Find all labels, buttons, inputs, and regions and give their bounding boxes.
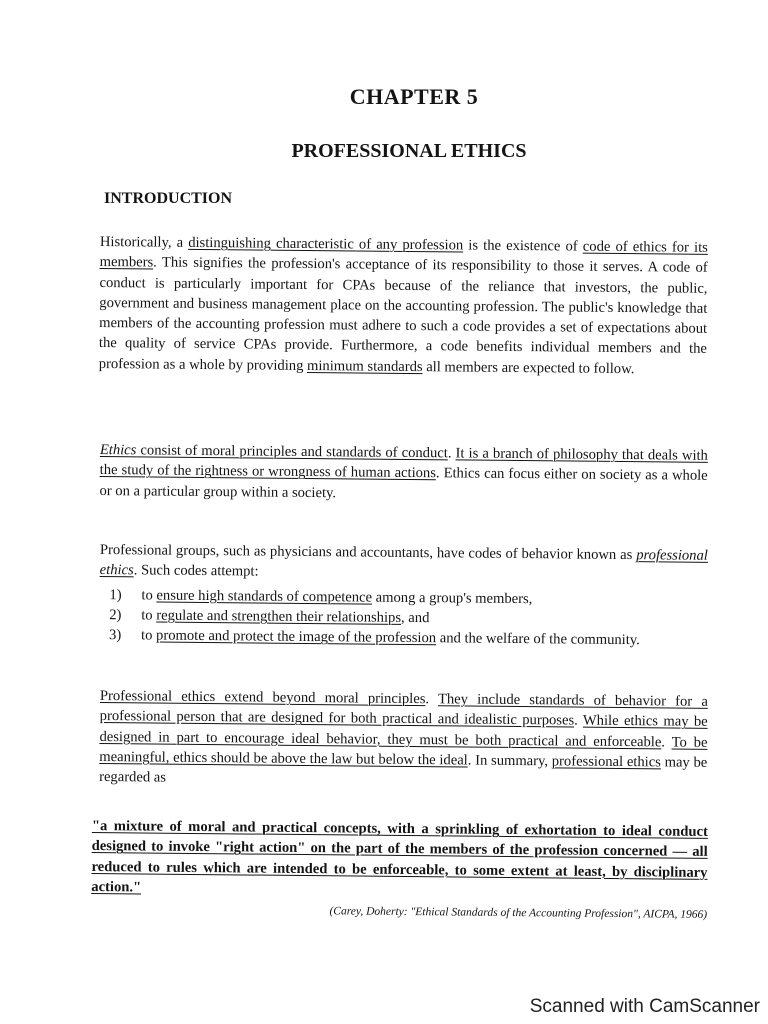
chapter-heading: CHAPTER 5 — [349, 84, 479, 109]
text-run: and the welfare of the community. — [436, 630, 640, 649]
scanner-watermark: Scanned with CamScanner — [529, 996, 760, 1017]
paragraph-ethics-definition — [99, 440, 708, 507]
underlined-text: consist of moral principles and standards of conduct — [136, 442, 448, 462]
list-number: 2) — [109, 606, 122, 624]
objectives-list — [99, 585, 708, 652]
paragraph-professional-groups — [99, 540, 708, 651]
underlined-text: regulate and strengthen their relationships — [156, 607, 402, 626]
underlined-text: While ethics may be designed in part to encourage ideal behavior, they must be both practical and enforceable — [99, 712, 708, 750]
text-run: Professional groups, such as physicians and accountants, have codes of behavior known as — [99, 541, 637, 564]
underlined-text: It is a branch of philosophy that deals with the study of the rightness or wrongness of human actions — [99, 445, 708, 482]
text-run: . This signifies the profession's acceptance of its responsibility to those it serves. A code of conduct is particularly important for CPAs because of the reliance that investors, the public, government and business management place on the accounting profession. The public's knowledge that members of the accounting profession must adhere to such a code provides a set of expectations about the quality of service CPAs provide. Furthermore, a code benefits individual members and the profession as a whole by providing — [98, 254, 708, 374]
text-run: to — [141, 586, 157, 604]
text-run: . Ethics can focus either on society as a whole or on a particular group within a society. — [99, 465, 708, 501]
underlined-text: promote and protect the image of the profession — [156, 627, 437, 647]
underlined-text: To be meaningful, ethics should be above the law but below the ideal — [99, 734, 708, 769]
list-number: 1) — [109, 586, 122, 603]
underlined-text: They include standards of behavior for a professional person that are designed for both practical and idealistic purposes — [99, 691, 708, 729]
paragraph-history — [99, 232, 708, 380]
chapter-title: PROFESSIONAL ETHICS — [291, 140, 527, 162]
text-run: is the existence of — [463, 237, 583, 255]
section-heading: INTRODUCTION — [104, 190, 233, 207]
list-number: 3) — [109, 627, 122, 644]
underlined-text: Ethics — [99, 441, 137, 459]
text-run: to — [141, 627, 157, 644]
underlined-text: code of ethics for its members — [99, 238, 708, 271]
quotation: "a mixture of moral and practical concepts, with a sprinkling of exhortation to ideal conduct designed to invoke "right action" on the part of the members of the profession concerned — all reduced to rules which are intended to be enforceable, to some extent at least, by disciplinary action." — [91, 817, 708, 896]
text-run: all members are expected to follow. — [422, 358, 635, 377]
text-run: , and — [400, 609, 430, 627]
underlined-text: professional ethics — [551, 753, 661, 771]
paragraph-professional-ethics — [99, 686, 708, 793]
citation: (Carey, Doherty: "Ethical Standards of the Accounting Profession", AICPA, 1966) — [329, 905, 708, 922]
text-run: among a group's members, — [371, 589, 533, 607]
text-run: Historically, a — [99, 233, 189, 251]
text-run: . Such codes attempt: — [133, 562, 259, 580]
underlined-text: ensure high standards of competence — [156, 587, 373, 606]
text-run: . In summary, — [467, 752, 552, 770]
text-run: . — [574, 712, 584, 729]
underlined-text: professional ethics — [99, 547, 708, 579]
underlined-text: Professional ethics extend beyond moral principles — [99, 687, 426, 708]
text-run: to — [141, 607, 157, 624]
text-run: . — [447, 445, 456, 462]
underlined-text: minimum standards — [306, 357, 423, 375]
text-run: . — [661, 733, 672, 751]
text-run: . — [425, 691, 439, 708]
quote-block — [91, 816, 708, 925]
text-run: may be regarded as — [99, 754, 708, 786]
underlined-text: distinguishing characteristic of any profession — [188, 234, 464, 254]
